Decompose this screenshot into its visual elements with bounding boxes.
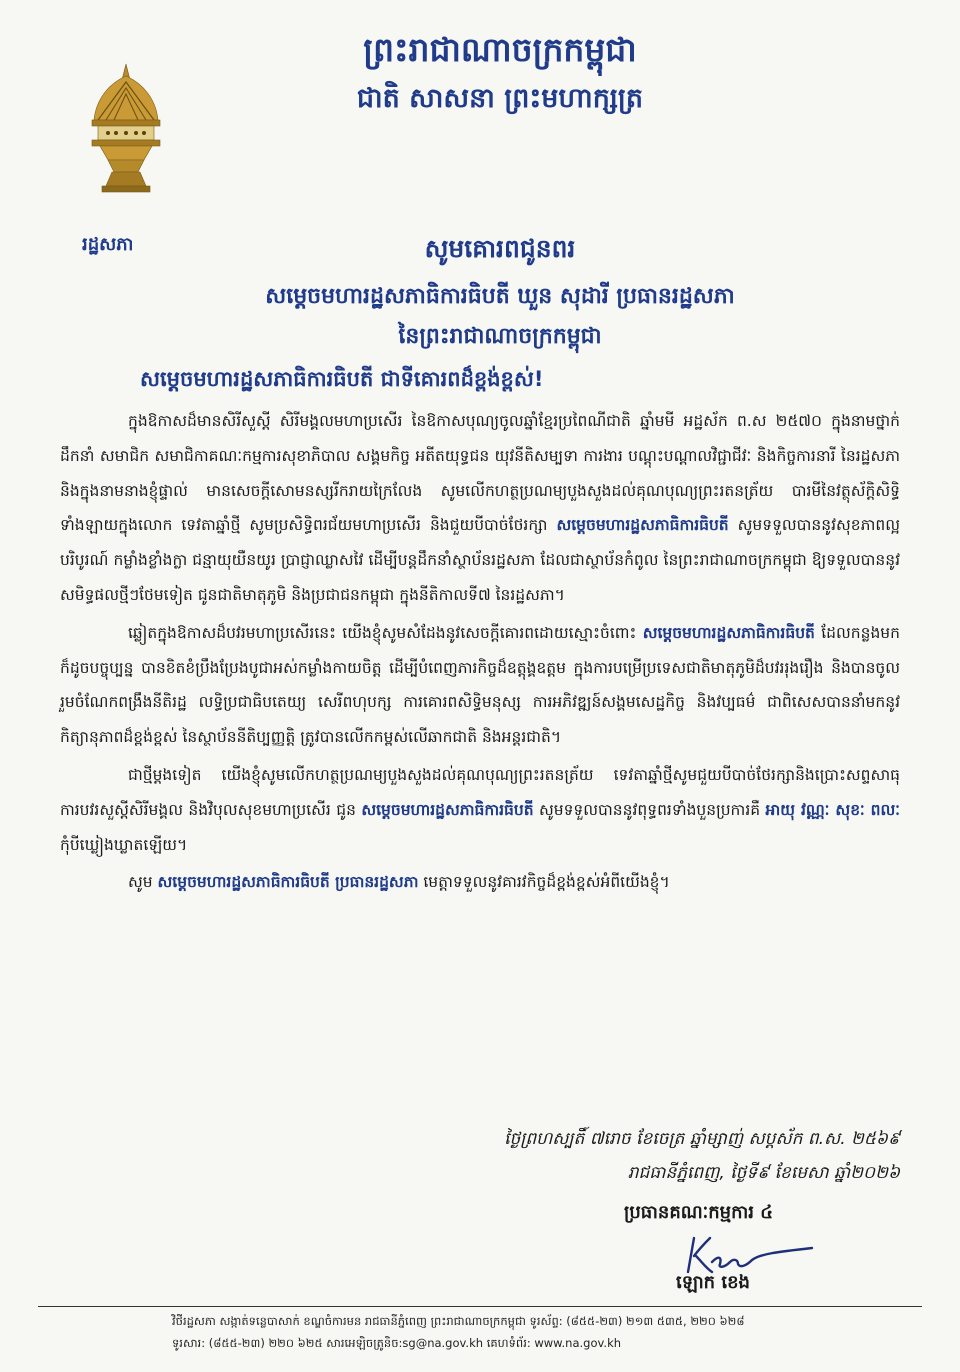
paragraph-4: [60, 865, 900, 900]
paragraph-2-text-c: ដែលកន្លងមកក៏ដូចបច្ចុប្បន្ន បានខិតខំប្រឹងប្រែងបូជាអស់កម្លាំងកាយចិត្ត ដើម្បីបំពេញភារកិច្ចដ៏ឧត្ដុង្គឧត្ដម ក្នុងការបម្រើប្រទេសជាតិមាតុភូមិដ៏បវររុងរឿង និងបានចូលរួមចំណែកពង្រឹងនីតិរដ្ឋ លទ្ធិប្រជាធិបតេយ្យ សេរីពហុបក្ស ការគោរពសិទ្ធិមនុស្ស ការអភិវឌ្ឍន៍សង្គមសេដ្ឋកិច្ច និងវប្បធម៌ ជាពិសេសបាននាំមកនូវកិត្យានុភាពដ៏ខ្ពង់ខ្ពស់ នៃស្ថាប័ននីតិប្បញ្ញត្តិ ត្រូវបានលើកកម្ពស់លើឆាកជាតិ និងអន្តរជាតិ។: [60, 623, 900, 747]
paragraph-1: [60, 404, 900, 613]
paragraph-2-text-a: ឆ្លៀតក្នុងឱកាសដ៏បវរមហាប្រសើរនេះ យើងខ្ញុំសូមសំដែងនូវសេចក្ដីគោរពដោយស្មោះចំពោះ: [128, 623, 637, 642]
lunar-date: ថ្ងៃព្រហស្បតិ៍ ៧រោច ខែចេត្រ ឆ្នាំម្សាញ់ សប្តស័ក ព.ស. ២៥៦៩: [504, 1129, 900, 1149]
paragraph-1-text-a: ក្នុងឱកាសដ៏មានសិរីសួស្ដី សិរីមង្គលមហាប្រសើរ នៃឱកាសបុណ្យចូលឆ្នាំខ្មែរប្រពៃណីជាតិ ឆ្នាំមមី អដ្ឋស័ក ព.ស ២៥៧០ ក្នុងនាមថ្នាក់ដឹកនាំ សមាជិក សមាជិកាគណៈកម្មការសុខាភិបាល សង្គមកិច្ច អតីតយុទ្ធជន យុវនីតិសម្បទា ការងារ បណ្ដុះបណ្ដាលវិជ្ជាជីវៈ និងកិច្ចការនារី នៃរដ្ឋសភា និងក្នុងនាមនាងខ្ញុំផ្ទាល់ មានសេចក្ដីសោមនស្សរីករាយក្រៃលែង សូមលើកហត្ថប្រណម្យបួងសួងដល់គុណបុណ្យព្រះរតនត្រ័យ បារមីនៃវត្ថុស័ក្ដិសិទ្ធិទាំងឡាយក្នុងលោក ទេវតាឆ្នាំថ្មី សូមប្រសិទ្ធិពរជ័យមហាប្រសើរ និងជួយបីបាច់ថែរក្សា: [60, 412, 900, 535]
greeting-title: សូមគោរពជូនពរ: [424, 234, 576, 263]
paragraph-3-text-c: សូមទទួលបាននូវពុទ្ធពរទាំងបួនប្រការគឺ: [539, 800, 761, 819]
paragraph-3-text-e: កុំបីឃ្លៀងឃ្លាតឡើយ។: [60, 835, 188, 854]
signer-title: ប្រធានគណៈកម្មការ ៤: [624, 1202, 773, 1223]
paragraph-1-recipient: សម្ដេចមហារដ្ឋសភាធិការធិបតី: [556, 516, 729, 535]
recipient-title: សម្ដេចមហារដ្ឋសភាធិការធិបតី ឃួន សុដារី ប្រធានរដ្ឋសភា: [265, 284, 735, 309]
paragraph-4-text-c: មេត្តាទទួលនូវគារវកិច្ចដ៏ខ្ពង់ខ្ពស់អំពីយើងខ្ញុំ។: [423, 873, 670, 892]
paragraph-3-recipient: សម្ដេចមហារដ្ឋសភាធិការធិបតី: [361, 800, 534, 819]
salutation: សម្ដេចមហារដ្ឋសភាធិការធិបតី ជាទីគោរពដ៏ខ្ពង់ខ្ពស់!: [140, 367, 544, 391]
national-motto: ជាតិ សាសនា ព្រះមហាក្សត្រ: [356, 83, 644, 114]
footer-contact: ទូរសារ: (៨៥៥-២៣) ២២០ ៦២៥ សារអេឡិចត្រូនិច:sg@na.gov.kh គេហទំព័រ: www.na.gov.kh: [172, 1336, 622, 1350]
paragraph-3: [60, 758, 900, 862]
signer-name: ឡោក ខេង: [676, 1272, 750, 1293]
paragraph-3-blessings: អាយុ វណ្ណៈ សុខៈ ពលៈ: [765, 800, 900, 819]
footer-address: វិថីរដ្ឋសភា សង្កាត់ទន្លេបាសាក់ ខណ្ឌចំការមន រាជធានីភ្នំពេញ ព្រះរាជាណាចក្រកម្ពុជា ទូរស័ព្ទ: (៨៥៥-២៣) ២១៣ ៥៣៥, ២២០ ៦២៨: [172, 1314, 745, 1328]
place-and-date: រាជធានីភ្នំពេញ, ថ្ងៃទី៩ ខែមេសា ឆ្នាំ២០២៦: [627, 1163, 900, 1183]
paragraph-4-text-a: សូម: [128, 873, 153, 892]
kingdom-heading: ព្រះរាជាណាចក្រកម្ពុជា: [363, 30, 637, 69]
institution-label: រដ្ឋសភា: [82, 234, 134, 255]
footer-divider: [38, 1306, 922, 1307]
paragraph-2-recipient: សម្ដេចមហារដ្ឋសភាធិការធិបតី: [642, 623, 815, 642]
royal-emblem-icon: [78, 62, 174, 194]
paragraph-3-text-a: ជាថ្មីម្ដងទៀត យើងខ្ញុំសូមលើកហត្ថប្រណម្យបួងសួងដល់គុណបុណ្យព្រះរតនត្រ័យ ទេវតាឆ្នាំថ្មីសូមជួយបីបាច់ថែរក្សានិងប្រោះសព្ទសាធុការបវរសួស្ដីសិរីមង្គល និងវិបុលសុខមហាប្រសើរ ជូន: [60, 765, 900, 819]
paragraph-4-recipient: សម្ដេចមហារដ្ឋសភាធិការធិបតី ប្រធានរដ្ឋសភា: [157, 873, 419, 892]
paragraph-1-text-c: សូមទទួលបាននូវសុខភាពល្អបរិបូរណ៍ កម្លាំងខ្លាំងក្លា ជន្មាយុយឺនយូរ ប្រាជ្ញាឈ្លាសវៃ ដើម្បីបន្តដឹកនាំស្ថាប័នរដ្ឋសភា ដែលជាស្ថាប័នកំពូល នៃព្រះរាជាណាចក្រកម្ពុជា ឱ្យទទួលបាននូវសមិទ្ធផលថ្មីៗថែមទៀត ជូនជាតិមាតុភូមិ និងប្រជាជនកម្ពុជា ក្នុងនីតិកាលទី៧ នៃរដ្ឋសភា។: [60, 516, 900, 604]
recipient-country: នៃព្រះរាជាណាចក្រកម្ពុជា: [398, 324, 602, 349]
letter-body: [60, 404, 900, 903]
paragraph-2: [60, 616, 900, 755]
